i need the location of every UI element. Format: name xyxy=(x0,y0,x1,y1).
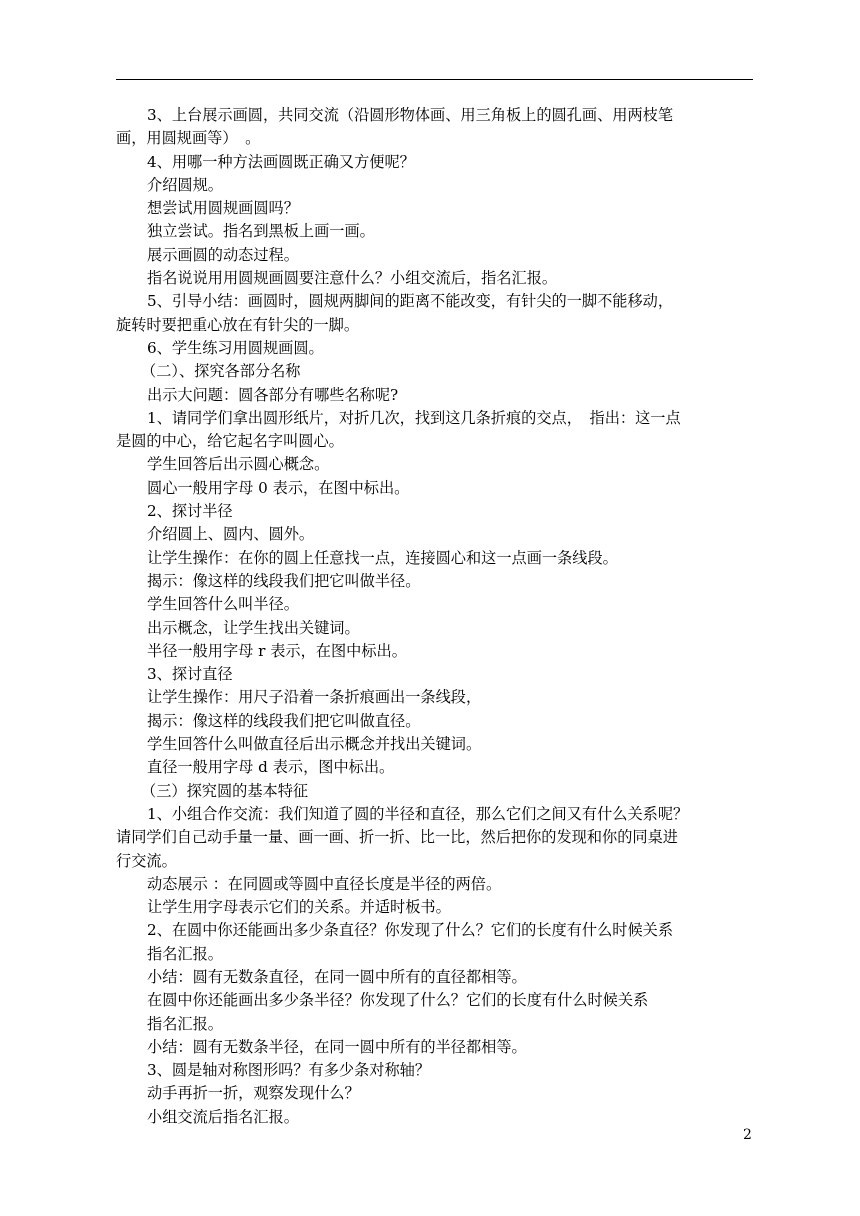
text-line: 动手再折一折，观察发现什么？ xyxy=(147,1084,360,1103)
text-line: 在圆中你还能画出多少条半径？你发现了什么？它们的长度有什么时候关系 xyxy=(147,991,649,1010)
text-line: 揭示：像这样的线段我们把它叫做半径。 xyxy=(147,571,421,590)
text-line: 5、引导小结：画圆时，圆规两脚间的距离不能改变，有针尖的一脚不能移动， xyxy=(147,292,674,311)
text-line: 半径一般用字母 r 表示，在图中标出。 xyxy=(147,641,407,660)
text-line: 出示大问题：圆各部分有哪些名称呢? xyxy=(147,385,399,404)
text-line: 2、在圆中你还能画出多少条直径？你发现了什么？它们的长度有什么时候关系 xyxy=(147,921,674,940)
text-line: 展示画圆的动态过程。 xyxy=(147,245,299,264)
text-line: 直径一般用字母 d 表示，图中标出。 xyxy=(147,758,395,777)
section-heading: （二）、探究各部分名称 xyxy=(141,362,301,381)
text-line: 指名说说用用圆规画圆要注意什么？小组交流后，指名汇报。 xyxy=(147,269,558,288)
text-line: 6、学生练习用圆规画圆。 xyxy=(147,338,324,357)
text-line: 让学生用字母表示它们的关系。并适时板书。 xyxy=(147,898,451,917)
text-line: 旋转时要把重心放在有针尖的一脚。 xyxy=(116,315,359,334)
text-line: 2、探讨半径 xyxy=(147,502,233,521)
text-line: 独立尝试。指名到黑板上画一画。 xyxy=(147,222,375,241)
text-line: 小组交流后指名汇报。 xyxy=(147,1107,299,1126)
text-line: 圆心一般用字母 0 表示，在图中标出。 xyxy=(147,478,410,497)
text-line: 是圆的中心，给它起名字叫圆心。 xyxy=(116,432,344,451)
text-line: 介绍圆规。 xyxy=(147,175,223,194)
text-line: 请同学们自己动手量一量、画一画、折一折、比一比，然后把你的发现和你的同桌进 xyxy=(116,828,678,847)
text-line: 小结：圆有无数条直径，在同一圆中所有的直径都相等。 xyxy=(147,967,527,986)
text-line: 1、请同学们拿出圆形纸片，对折几次，找到这几条折痕的交点， 指出：这一点 xyxy=(147,408,681,427)
section-heading: （三）探究圆的基本特征 xyxy=(141,781,309,800)
text-line: 介绍圆上、圆内、圆外。 xyxy=(147,525,315,544)
page-number: 2 xyxy=(743,1127,752,1143)
text-line: 画，用圆规画等） 。 xyxy=(116,129,261,148)
text-line: 指名汇报。 xyxy=(147,1014,223,1033)
text-line: 1、小组合作交流：我们知道了圆的半径和直径，那么它们之间又有什么关系呢？ xyxy=(147,804,689,823)
text-line: 动态展示 ：在同圆或等圆中直径长度是半径的两倍。 xyxy=(147,874,502,893)
text-line: 让学生操作：用尺子沿着一条折痕画出一条线段， xyxy=(147,688,482,707)
text-line: 小结：圆有无数条半径，在同一圆中所有的半径都相等。 xyxy=(147,1037,527,1056)
document-body xyxy=(116,104,756,1129)
text-line: 3、上台展示画圆，共同交流（沿圆形物体画、用三角板上的圆孔画、用两枝笔 xyxy=(147,106,674,124)
text-line: 学生回答后出示圆心概念。 xyxy=(147,455,330,474)
header-rule xyxy=(116,79,753,80)
text-line: 学生回答什么叫做直径后出示概念并找出关键词。 xyxy=(147,735,482,754)
text-line: 4、用哪一种方法画圆既正确又方便呢？ xyxy=(147,152,415,171)
text-line: 让学生操作：在你的圆上任意找一点，连接圆心和这一点画一条线段。 xyxy=(147,548,618,567)
text-line: 学生回答什么叫半径。 xyxy=(147,595,299,614)
text-line: 3、圆是轴对称图形吗？有多少条对称轴？ xyxy=(147,1061,431,1080)
text-line: 指名汇报。 xyxy=(147,944,223,963)
text-line: 行交流。 xyxy=(116,851,177,870)
text-line: 3、探讨直径 xyxy=(147,665,233,684)
text-line: 想尝试用圆规画圆吗？ xyxy=(147,199,299,218)
text-line: 出示概念，让学生找出关键词。 xyxy=(147,618,360,637)
text-line: 揭示：像这样的线段我们把它叫做直径。 xyxy=(147,711,421,730)
